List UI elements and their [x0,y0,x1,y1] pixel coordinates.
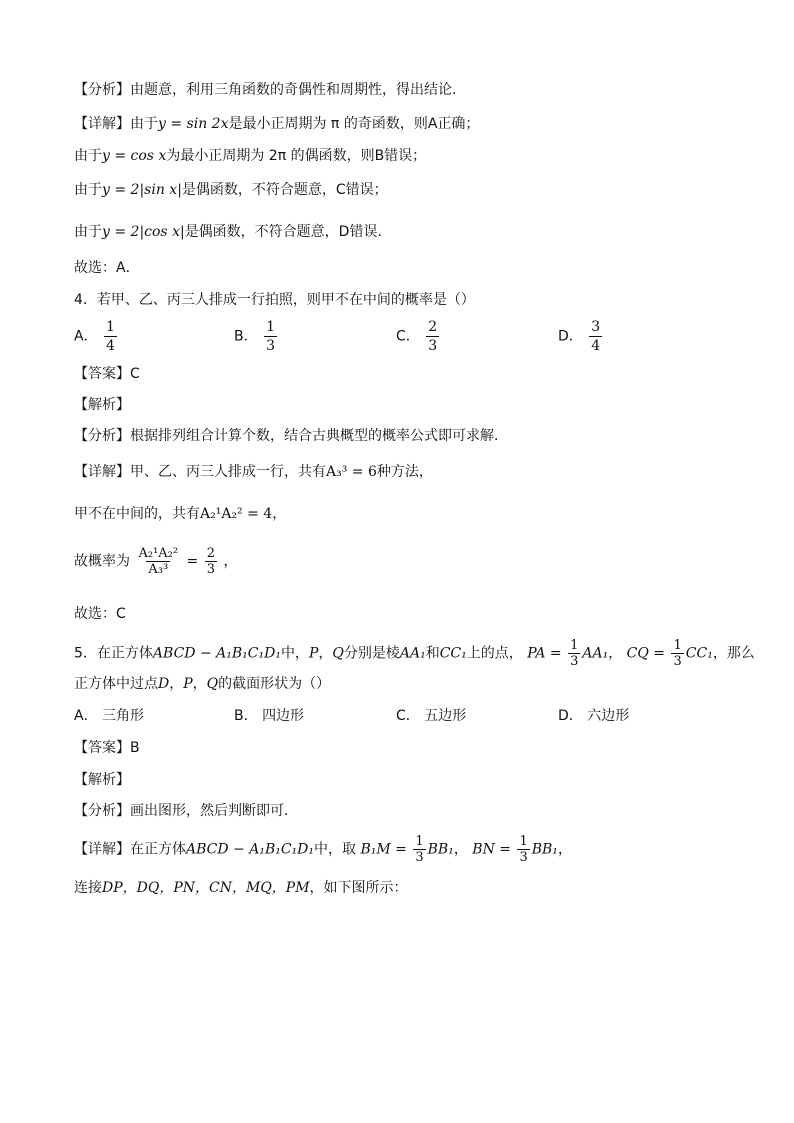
detail-5-line-a: 【详解】在正方体ABCD − A₁B₁C₁D₁中，取 B₁M = $\frac{1}{3}$ BB₁， BN = $\frac{1}{3}$ BB₁， [74,834,572,865]
q5-option-b: B． 四边形 [234,708,305,724]
q5-option-a: A． 三角形 [74,708,145,724]
math-expression: y = sin 2x [158,116,229,132]
detail-4-line-b: 甲不在中间的，共有A₂¹A₂² = 4， [74,506,287,522]
detail-4-line-c: 故概率为 $\frac{\text{A₂¹A₂²}}{\text{A₃³}}$ = $\frac{2}{3}$ ， [74,546,238,577]
detail-line-d: 由于y = 2|cos x|是偶函数，不符合题意，D错误． [74,224,392,240]
question-5-line-1: 5．在正方体ABCD − A₁B₁C₁D₁中，P，Q分别是棱AA₁和CC₁上的点， PA = $\frac{1}{3}$ AA₁， CQ = $\frac{1}{3}$ CC₁，那么 [74,638,755,669]
math-expression: y = 2|sin x| [102,182,182,198]
question-4: 4．若甲、乙、丙三人排成一行拍照，则甲不在中间的概率是（） [74,292,475,308]
detail-line-c: 由于y = 2|sin x|是偶函数，不符合题意，C错误； [74,182,388,198]
math-expression: y = 2|cos x| [102,224,185,240]
answer-4: 【答案】C [74,366,140,382]
analysis-4: 【分析】根据排列组合计算个数，结合古典概型的概率公式即可求解． [74,428,508,444]
q4-option-c: C． $\frac{2}{3}$ [396,319,438,354]
detail-4-line-a: 【详解】甲、乙、丙三人排成一行，共有A₃³ = 6种方法， [74,464,433,480]
analysis-5: 【分析】画出图形，然后判断即可． [74,803,298,819]
q4-option-b: B． $\frac{1}{3}$ [234,319,275,354]
answer-5: 【答案】B [74,740,140,756]
detail-5-line-b: 连接DP，DQ，PN，CN，MQ，PM，如下图所示： [74,880,408,896]
analysis-line: 【分析】由题意，利用三角函数的奇偶性和周期性，得出结论． [74,82,466,98]
q5-option-d: D． 六边形 [558,708,630,724]
choice-line: 故选：A． [74,260,140,276]
math-expression: y = cos x [102,148,167,164]
solution-5-heading: 【解析】 [74,772,130,788]
choice-4: 故选：C [74,606,126,622]
q4-option-a: A． $\frac{1}{4}$ [74,319,115,354]
question-5-line-2: 正方体中过点D，P，Q的截面形状为（） [74,676,331,692]
q5-option-c: C． 五边形 [396,708,467,724]
detail-line-b: 由于y = cos x为最小正周期为 2π 的偶函数，则B错误； [74,148,427,164]
solution-4-heading: 【解析】 [74,397,130,413]
detail-line-a: 【详解】由于y = sin 2x是最小正周期为 π 的奇函数，则A正确； [74,116,480,132]
q4-option-d: D． $\frac{3}{4}$ [558,319,601,354]
